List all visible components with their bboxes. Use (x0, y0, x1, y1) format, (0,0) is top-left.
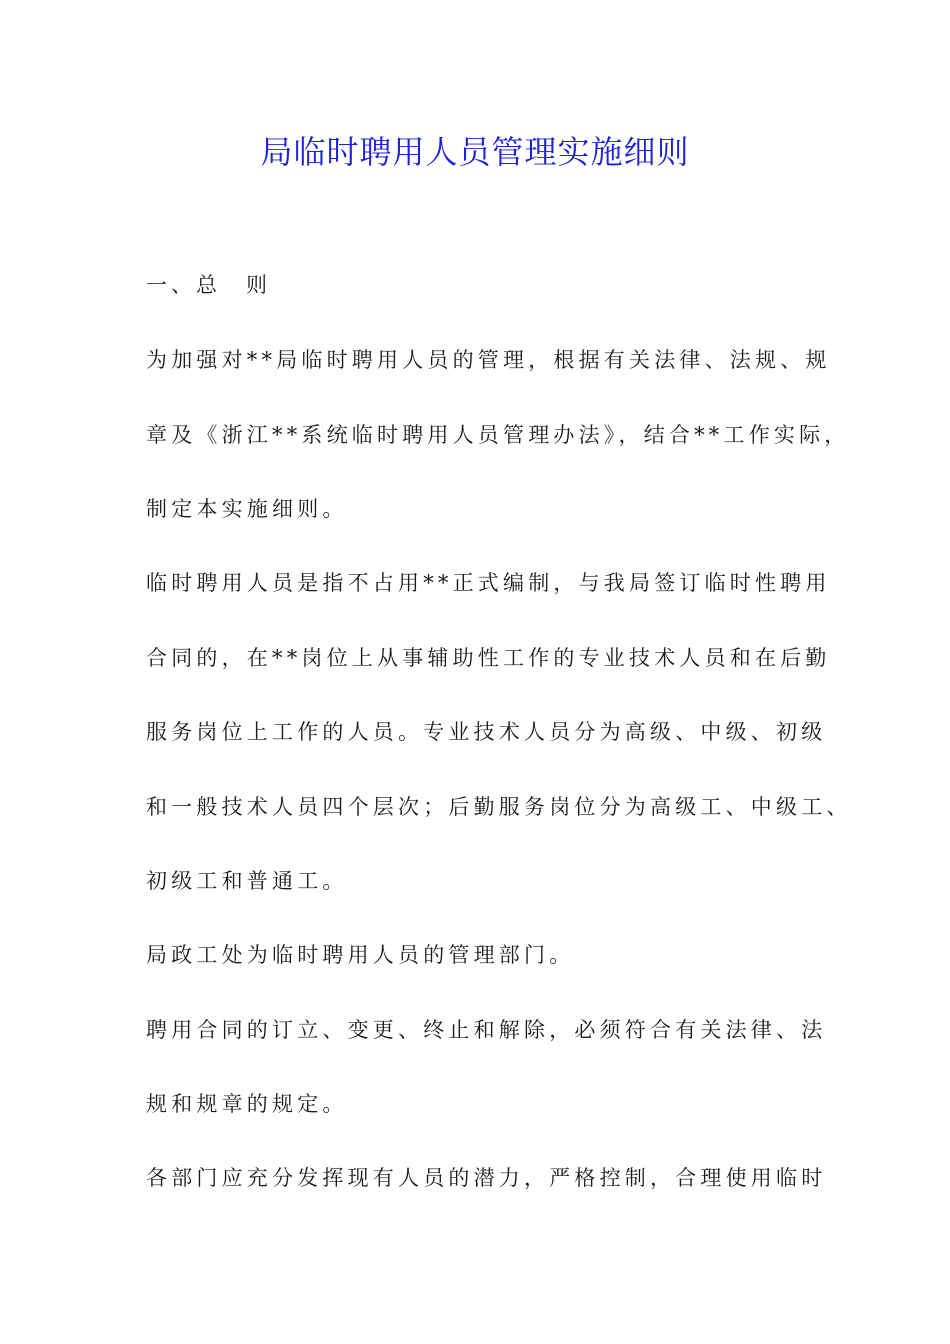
paragraph-line: 服务岗位上工作的人员。专业技术人员分为高级、中级、初级 (146, 720, 827, 744)
paragraph-line: 初级工和普通工。 (146, 869, 348, 893)
paragraph-line: 合同的，在**岗位上从事辅助性工作的专业技术人员和在后勤 (146, 646, 831, 670)
paragraph-line: 临时聘用人员是指不占用**正式编制，与我局签订临时性聘用 (146, 571, 831, 595)
paragraph-line: 局政工处为临时聘用人员的管理部门。 (146, 943, 575, 967)
paragraph-line: 制定本实施细则。 (146, 497, 348, 521)
paragraph-line: 聘用合同的订立、变更、终止和解除，必须符合有关法律、法 (146, 1018, 827, 1042)
paragraph-line: 各部门应充分发挥现有人员的潜力，严格控制，合理使用临时 (146, 1166, 827, 1190)
paragraph-line: 章及《浙江**系统临时聘用人员管理办法》，结合**工作实际， (146, 423, 850, 447)
paragraph-line: 规和规章的规定。 (146, 1092, 348, 1116)
paragraph-line: 和一般技术人员四个层次；后勤服务岗位分为高级工、中级工、 (146, 795, 852, 819)
paragraph-line: 为加强对**局临时聘用人员的管理，根据有关法律、法规、规 (146, 348, 831, 372)
document-title: 局临时聘用人员管理实施细则 (260, 133, 690, 171)
section-heading: 一、总 则 (146, 273, 271, 297)
